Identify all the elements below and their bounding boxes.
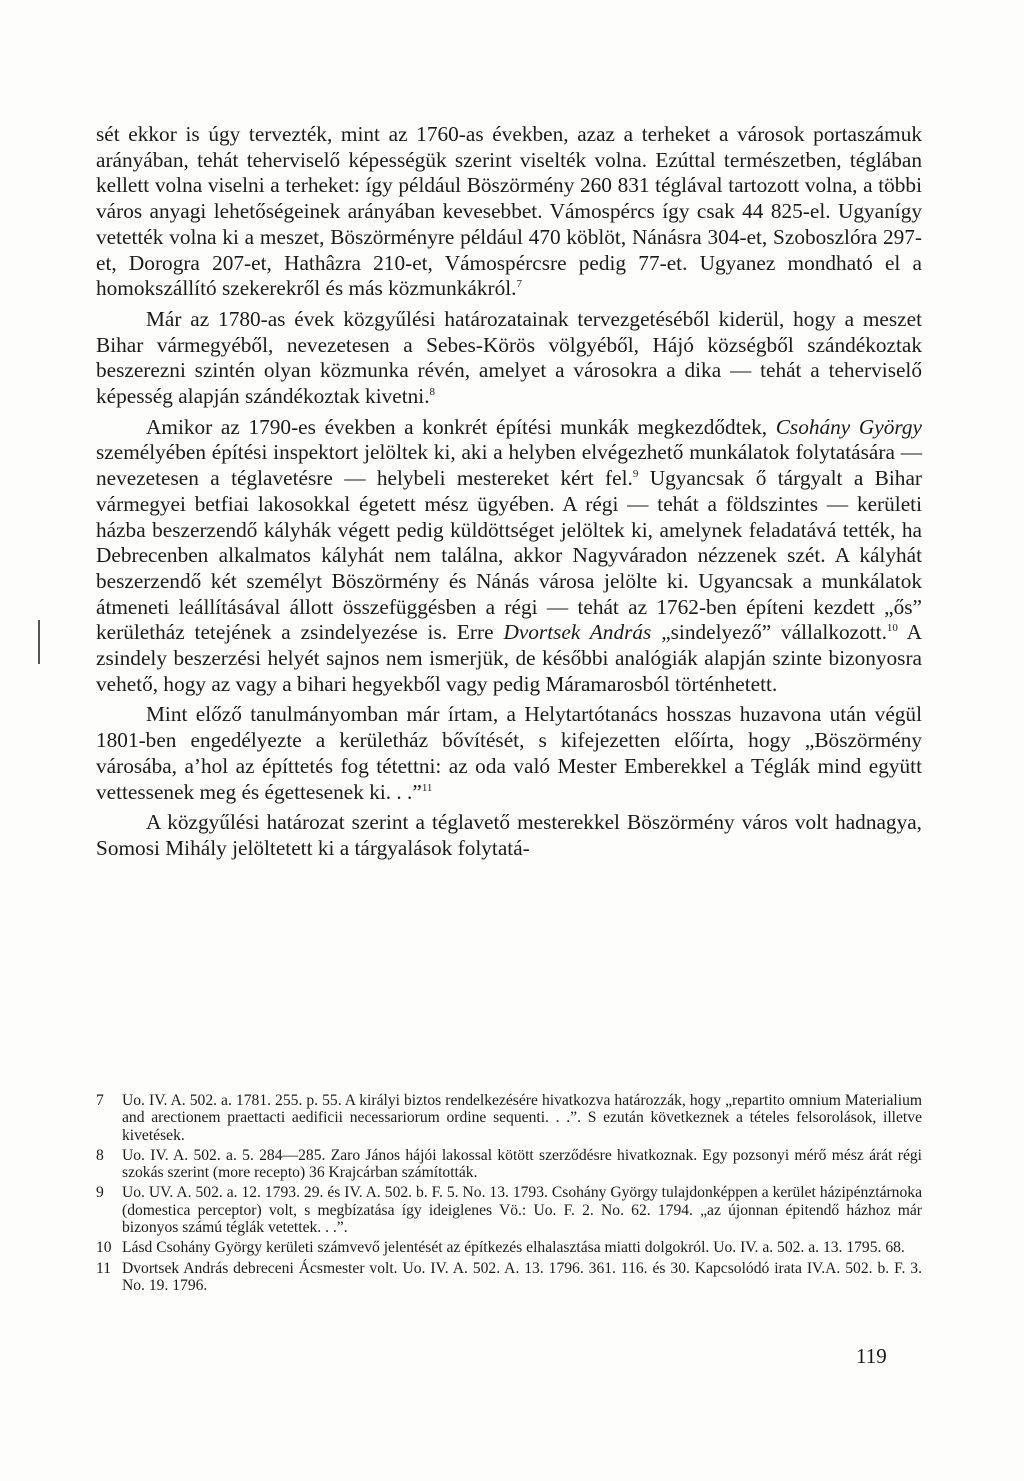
- paragraph-2: [96, 307, 922, 410]
- footnote: [96, 1147, 922, 1182]
- paragraph-text: Mint előző tanulmányomban már írtam, a Helytartótanács hosszas huzavona után végül 1801-ben engedélyezte a kerületház bővítését, s kifejezetten előírta, hogy „Böszörmény városába, a’hol az építtetés fog tétettni: az oda való Mester Emberekkel a Téglák mind együtt vettessenek meg és égettesenek ki. . .”: [96, 702, 922, 804]
- paragraph-3: [96, 415, 922, 698]
- paragraph-text: személyében építési inspektort jelöltek ki, aki a helyben elvégezhető munkálatok folytatására — nevezetesen a téglavetésre — helybeli mestereket kért fel.: [96, 440, 922, 491]
- footnote-number: 9: [96, 1184, 104, 1202]
- paragraph-text: A zsindely beszerzési helyét sajnos nem ismerjük, de későbbi analógiák alapján szinte bizonyosra vehető, hogy az vagy a bihari hegyekből vagy pedig Máramarosból történhetett.: [96, 620, 922, 696]
- footnote-ref-11: 11: [421, 781, 433, 794]
- margin-mark: [38, 620, 40, 664]
- footnote-number: 10: [96, 1239, 112, 1257]
- page-number: 119: [856, 1344, 887, 1368]
- footnote: [96, 1092, 922, 1144]
- footnote-text: Lásd Csohány György kerületi számvevő jelentését az építkezés elhalasztása miatti dolgokról. Uo. IV. a. 502. a. 13. 1795. 68.: [122, 1239, 905, 1257]
- footnote-ref-8: 8: [429, 385, 436, 398]
- footnote: [96, 1260, 922, 1295]
- footnote-text: Uo. IV. A. 502. a. 1781. 255. p. 55. A királyi biztos rendelkezésére hivatkozva határozzák, hogy „repartito omnium Materialium and arectionem praettacti aedificii necessariorum ordine sequenti. . .”. S ezután következnek a tételes felsorolások, illetve kivetések.: [122, 1092, 922, 1144]
- footnote-text: Dvortsek András debreceni Ácsmester volt. Uo. IV. A. 502. A. 13. 1796. 361. 116. és 30. Kapcsolódó irata IV.A. 502. b. F. 3. No. 19. 1796.: [122, 1259, 922, 1294]
- footnote-text: Uo. UV. A. 502. a. 12. 1793. 29. és IV. A. 502. b. F. 5. No. 13. 1793. Csohány György tulajdonképpen a kerület házipénztárnoka (domestica perceptor) volt, s megbízatása így ideiglenes Vö.: Uo. F. 2. No. 62. 1794. „az újonnan épitendő házhoz már bizonyos számú téglák vetettek. . .”.: [122, 1184, 922, 1237]
- footnote-number: 8: [96, 1146, 104, 1164]
- paragraph-5: [96, 810, 922, 861]
- paragraph-text: sét ekkor is úgy tervezték, mint az 1760-as években, azaz a terheket a városok portaszámuk arányában, tehát teherviselő képességük szerint viselték volna. Ezúttal természetben, téglában kellett volna viselni a terheket: így például Böszörmény 260 831 téglával tartozott volna, a többi város anyagi lehetőségeinek arányában kevesebbet. Vámospércs így csak 44 825-el. Ugyanígy vetették volna ki a meszet, Böszörményre például 470 köblöt, Nánásra 304-et, Szoboszlóra 297-et, Dorogra 207-et, Hathâzra 210-et, Vámospércsre pedig 77-et. Ugyanez mondható el a homokszállító szekerekről és más közmunkákról.: [96, 122, 922, 301]
- footnote: [96, 1184, 922, 1236]
- footnote-ref-9: 9: [632, 468, 639, 481]
- paragraph-4: [96, 702, 922, 805]
- person-name: Dvortsek András: [503, 620, 652, 645]
- footnote-ref-7: 7: [516, 278, 522, 291]
- paragraph-text: Már az 1780-as évek közgyűlési határozatainak tervezgetéséből kiderül, hogy a meszet Bihar vármegyéből, nevezetesen a Sebes-Körös völgyéből, Hájó községből szándékoztak beszerezni szintén olyan közmunka révén, amelyet a városokra a dika — tehát a teherviselő képesség alapján szándékoztak kivetni.: [96, 306, 922, 409]
- footnote-number: 11: [96, 1259, 112, 1277]
- footnote-text: Uo. IV. A. 502. a. 5. 284—285. Zaro János hájói lakossal kötött szerződésre hivatkoznak. Egy pozsonyi mérő mész árát régi szokás szerint (more recepto) 36 Krajcárban számították.: [122, 1146, 922, 1182]
- paragraph-text: Ugyancsak ő tárgyalt a Bihar vármegyei betfiai lakosokkal égetett mész ügyében. A régi — tehát a földszintes — kerületi házba beszerzendő kályhák végett pedig küldöttséget jelöltek ki, amelynek feladatává tették, ha Debrecenben alkalmatos kályhát nem találna, akkor Nagyváradon nézzenek szét. A kályhát beszerzendő két személyt Böszörmény és Nánás városa jelölte ki. Ugyancsak a munkálatok átmeneti leállításával állott összefüggésben a régi — tehát az 1762-ben építeni kezdett „ős” kerületház tetejének a zsindelyezése is. Erre: [96, 466, 922, 645]
- paragraph-text: A közgyűlési határozat szerint a téglavető mesterekkel Böszörmény város volt hadnagya, Somosi Mihály jelöltetett ki a tárgyalások folytatá-: [96, 810, 922, 860]
- paragraph-text: Amikor az 1790-es években a konkrét építési munkák megkezdődtek,: [146, 414, 776, 439]
- paragraph-1: [96, 122, 922, 302]
- footnotes: [96, 1092, 922, 1297]
- footnote-ref-10: 10: [886, 622, 898, 635]
- footnote-number: 7: [96, 1092, 104, 1109]
- person-name: Csohány György: [775, 414, 922, 439]
- paragraph-text: „sindelyező” vállalkozott.: [651, 620, 887, 645]
- main-text: [96, 122, 922, 862]
- footnote: [96, 1239, 922, 1256]
